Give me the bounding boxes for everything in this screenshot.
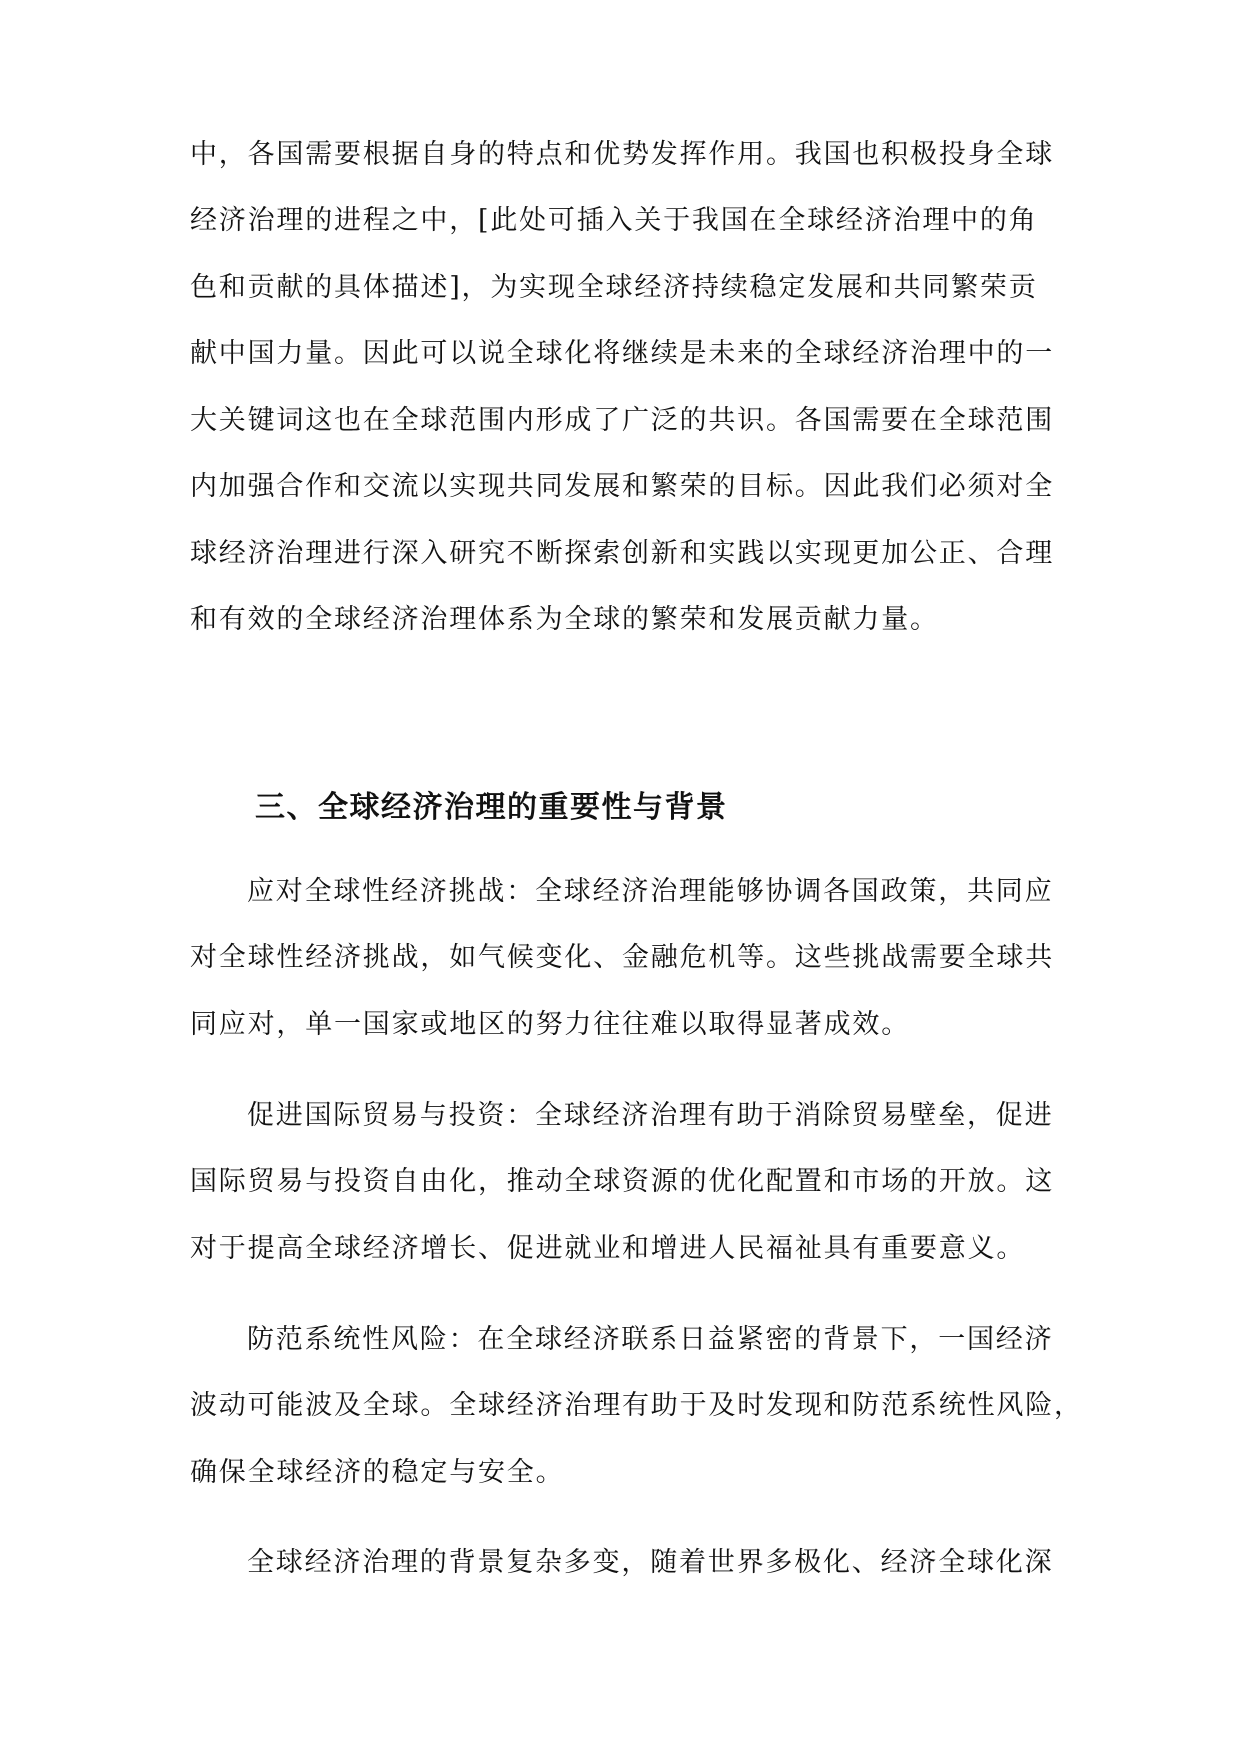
text-line: 促进国际贸易与投资：全球经济治理有助于消除贸易壁垒，促进	[247, 1100, 1054, 1131]
text-line: 内加强合作和交流以实现共同发展和繁荣的目标。因此我们必须对全	[190, 471, 1054, 502]
text-line: 确保全球经济的稳定与安全。	[190, 1457, 565, 1488]
text-line: 球经济治理进行深入研究不断探索创新和实践以实现更加公正、合理	[190, 538, 1054, 569]
text-line: 和有效的全球经济治理体系为全球的繁荣和发展贡献力量。	[190, 604, 939, 635]
text-line: 防范系统性风险：在全球经济联系日益紧密的背景下，一国经济	[247, 1324, 1054, 1355]
text-line: 应对全球性经济挑战：全球经济治理能够协调各国政策，共同应	[247, 876, 1054, 907]
text-line: 经济治理的进程之中，[此处可插入关于我国在全球经济治理中的角	[190, 205, 1038, 236]
section-heading: 三、全球经济治理的重要性与背景	[255, 790, 728, 825]
text-line: 国际贸易与投资自由化，推动全球资源的优化配置和市场的开放。这	[190, 1166, 1054, 1197]
text-line: 大关键词这也在全球范围内形成了广泛的共识。各国需要在全球范围	[190, 405, 1054, 436]
text-line: 全球经济治理的背景复杂多变，随着世界多极化、经济全球化深	[247, 1547, 1054, 1578]
text-line: 同应对，单一国家或地区的努力往往难以取得显著成效。	[190, 1009, 910, 1040]
text-line: 色和贡献的具体描述]，为实现全球经济持续稳定发展和共同繁荣贡	[190, 272, 1038, 303]
text-line: 对全球性经济挑战，如气候变化、金融危机等。这些挑战需要全球共	[190, 942, 1054, 973]
text-line: 献中国力量。因此可以说全球化将继续是未来的全球经济治理中的一	[190, 338, 1054, 369]
text-line: 对于提高全球经济增长、促进就业和增进人民福祉具有重要意义。	[190, 1233, 1026, 1264]
text-line: 波动可能波及全球。全球经济治理有助于及时发现和防范系统性风险，	[190, 1390, 1083, 1421]
text-line: 中，各国需要根据自身的特点和优势发挥作用。我国也积极投身全球	[190, 139, 1054, 170]
